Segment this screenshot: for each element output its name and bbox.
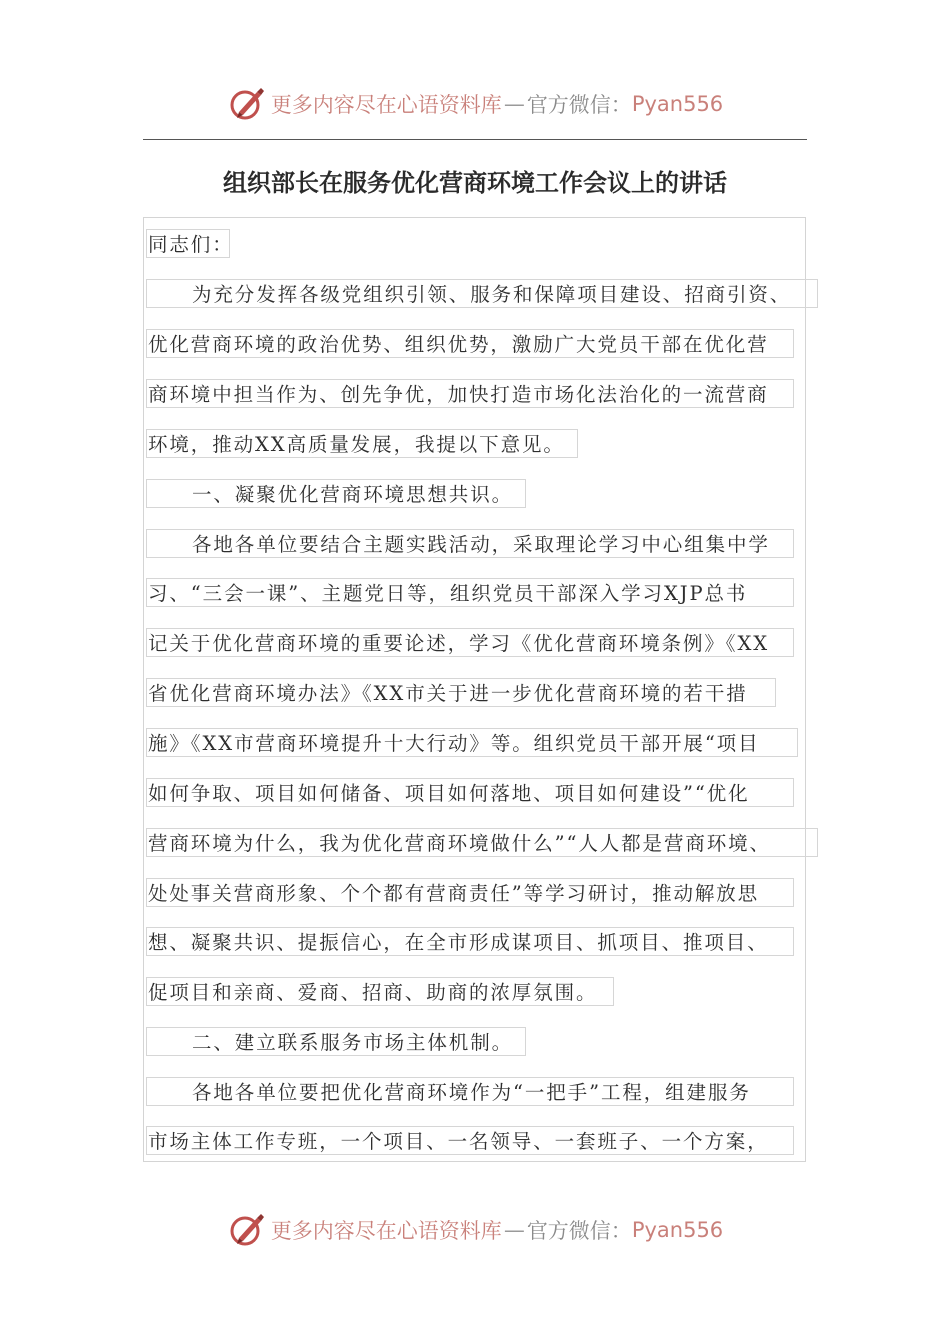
watermark-dash: — (503, 92, 525, 116)
body-line: 如何争取、项目如何储备、项目如何落地、项目如何建设”“优化 (146, 778, 794, 807)
body-line: 商环境中担当作为、创先争优，加快打造市场化法治化的一流营商 (146, 379, 794, 408)
header-watermark (0, 82, 950, 126)
watermark-wechat-label: 官方微信： (526, 1219, 632, 1243)
body-line: 各地各单位要结合主题实践活动，采取理论学习中心组集中学 (146, 529, 794, 558)
body-line: 市场主体工作专班，一个项目、一名领导、一套班子、一个方案， (146, 1126, 794, 1155)
footer-watermark (0, 1208, 950, 1252)
body-line: 记关于优化营商环境的重要论述，学习《优化营商环境条例》《XX (146, 628, 794, 657)
body-line: 想、凝聚共识、提振信心，在全市形成谋项目、抓项目、推项目、 (146, 927, 794, 956)
watermark-wechat-id: Pyan556 (631, 1218, 724, 1242)
body-line: 省优化营商环境办法》《XX市关于进一步优化营商环境的若干措 (146, 678, 776, 707)
watermark-text: 更多内容尽在心语资料库 (270, 93, 502, 117)
body-line: 为充分发挥各级党组织引领、服务和保障项目建设、招商引资、 (146, 279, 818, 308)
watermark-text: 更多内容尽在心语资料库 (270, 1219, 502, 1243)
pen-logo-icon (227, 84, 267, 124)
body-line: 营商环境为什么，我为优化营商环境做什么”“人人都是营商环境、 (146, 828, 818, 857)
header-divider (143, 139, 807, 140)
body-line: 习、“三会一课”、主题党日等，组织党员干部深入学习XJP总书 (146, 578, 794, 607)
watermark-wechat-label: 官方微信： (526, 93, 632, 117)
body-line: 各地各单位要把优化营商环境作为“一把手”工程，组建服务 (146, 1077, 794, 1106)
watermark-dash: — (503, 1218, 525, 1242)
salutation-line: 同志们： (146, 229, 230, 258)
watermark-wechat-id: Pyan556 (631, 92, 724, 116)
pen-logo-icon (227, 1210, 267, 1250)
body-line: 环境，推动XX高质量发展，我提以下意见。 (146, 429, 578, 458)
section-heading-1: 一、凝聚优化营商环境思想共识。 (146, 479, 526, 508)
body-line: 促项目和亲商、爱商、招商、助商的浓厚氛围。 (146, 977, 614, 1006)
document-title: 组织部长在服务优化营商环境工作会议上的讲话 (223, 169, 727, 197)
body-line: 优化营商环境的政治优势、组织优势，激励广大党员干部在优化营 (146, 329, 794, 358)
body-line: 施》《XX市营商环境提升十大行动》等。组织党员干部开展“项目 (146, 728, 798, 757)
body-line: 处处事关营商形象、个个都有营商责任”等学习研讨，推动解放思 (146, 878, 794, 907)
section-heading-2: 二、建立联系服务市场主体机制。 (146, 1027, 526, 1056)
